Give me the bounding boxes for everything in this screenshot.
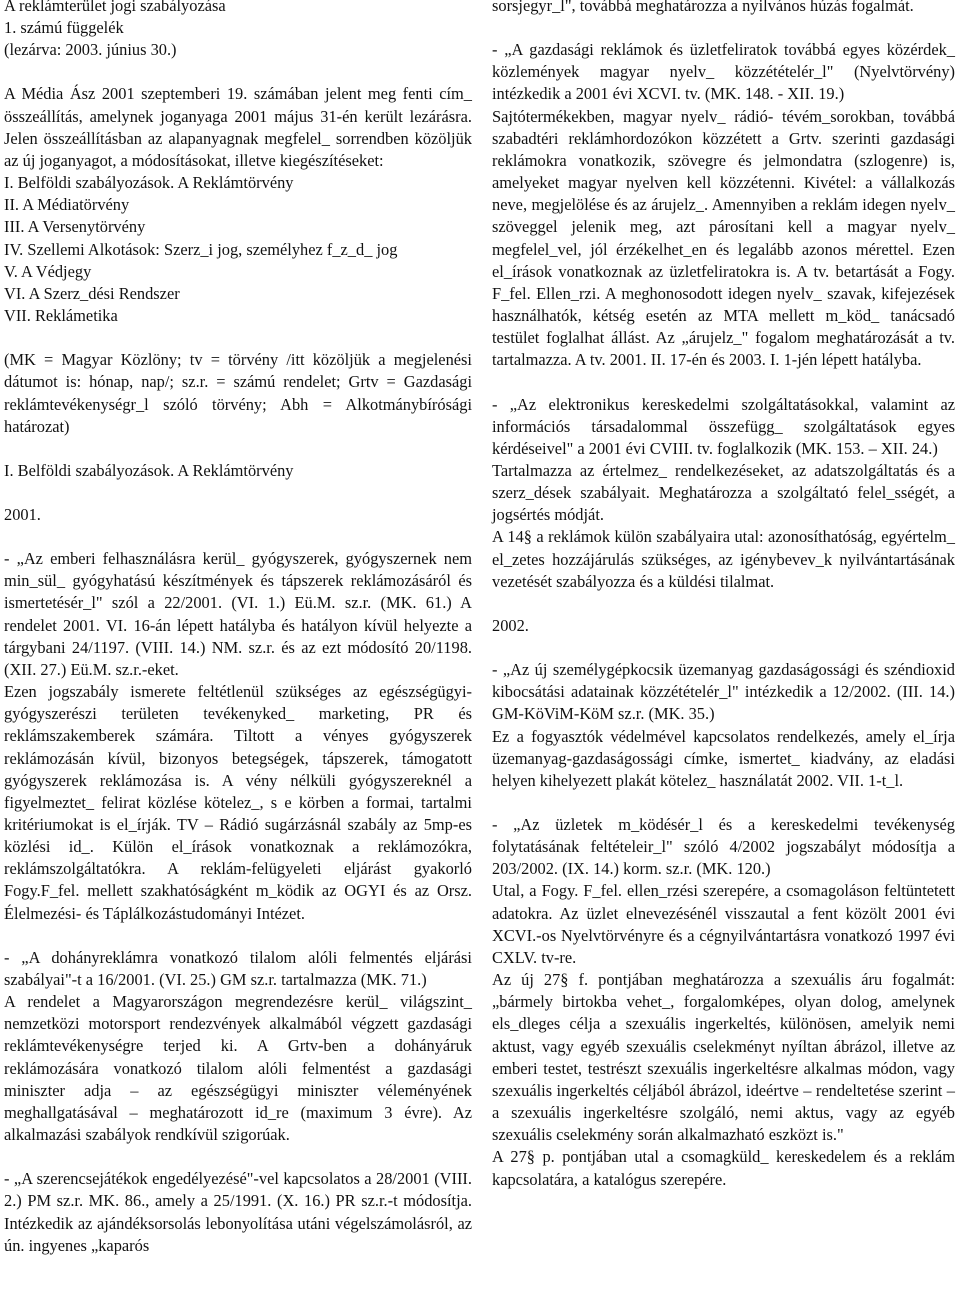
item-body: Sajtótermékekben, magyar nyelv_ rádió- tévém_sorokban, továbbá szabadtéri reklámhordozókon közzétett a Grtv. szerinti gazdasági reklámokra vonatkozik, szövegre és jelmondatra (szlogenre) is, amelyeket magyar nyelven kell közzétenni. Kivétel: a vállalkozás neve, megjelölése és az árujelz_. Amennyiben a reklám idegen nyelv_ szöveggel jelenik meg, azt párosítani kell a magyar nyelv_ megfelel_vel, jól érzékelhet_en és legalább azonos mérettel. Ezen el_írások vonatkoznak az üzletfeliratokra is. A tv. betartását a Fogy. F_fel. Ellen_rzi. A meghonosodott idegen nyelv_ szavak, kifejezések használhatók, kétség esetén az MTA mellett m_köd_ tanácsadó testület foglalhat állást. Az „árujelz_" fogalom meghatározását a tv. tartalmazza. A tv. 2001. II. 17-én és 2003. I. 1-jén lépett hatályba.	[492, 106, 955, 370]
item-body: A 27§ p. pontjában utal a csomagküld_ kereskedelem és a reklám kapcsolatára, a katalógus szerepére.	[492, 1147, 955, 1189]
document-title: A reklámterület jogi szabályozása	[4, 0, 226, 15]
item-heading: - „A dohányreklámra vonatkozó tilalom alóli felmentés eljárási szabályai"-t a 16/2001. (VI. 25.) GM sz.r. tartalmazza (MK. 71.)	[4, 947, 472, 989]
item-heading: - „A gazdasági reklámok és üzletfeliratok továbbá egyes közérdek_ közlemények magyar nyelv_ közzétételér_l" (Nyelvtörvény) intézkedik a 2001 évi XCVI. tv. (MK. 148. - XII. 19.)	[492, 40, 955, 104]
item-heading: - „Az elektronikus kereskedelmi szolgáltatásokkal, valamint az információs társadalommal összefügg_ szolgáltatások egyes kérdéseivel" a 2001 évi CVIII. tv. foglalkozik (MK. 153. – XII. 24.)	[492, 394, 955, 458]
appendix-label: 1. számú függelék	[4, 18, 124, 38]
item-body: Ezen jogszabály ismerete feltétlenül szükséges az egészségügyi-gyógyszerészi területen tevékenyked_ marketing, PR és reklámszakemberek számára. Tiltott a vényes gyógyszerek reklámozásán kívül, bizonyos betegségek, tápszerek, támogatott gyógyszerek reklámozása is. A vény nélküli gyógyszereknél a figyelmeztet_ felirat közlése kötelez_, s e körben a formai, tartalmi kritériumokat is el_írják. TV – Rádió sugárzásnál szabály az 5mp-es közlési id_. Külön el_írások vonatkoznak a reklámozókra, reklámszolgáltatókra. A reklám-felügyeleti eljárást gyakorló Fogy.F_fel. mellett szakhatóságként m_ködik az OGYI és az Orsz. Élelmezési- és Táplálkozástudományi Intézet.	[4, 682, 472, 923]
item-body: Tartalmazza az értelmez_ rendelkezéseket, az adatszolgáltatás és a szerz_dések szabályait. Meghatározza a szolgáltató felel_sségét, a jogsértés módját.	[492, 460, 955, 525]
abbreviations-note: (MK = Magyar Közlöny; tv = törvény /itt közöljük a megjelenési dátumot is: hónap, nap/; sz.r. = számú rendelet; Grtv = Gazdasági reklámtevékenységr_l szóló törvény; Abh = Alkotmánybírósági határozat)	[4, 350, 472, 436]
toc-item: II. A Médiatörvény	[4, 195, 130, 215]
toc-item: VII. Reklámetika	[4, 306, 118, 326]
item-heading: - „Az új személygépkocsik üzemanyag gazdaságossági és széndioxid kibocsátási adatainak közzétételér_l" intézkedik a 12/2002. (III. 14.) GM-KöViM-KöM sz.r. (MK. 35.)	[492, 660, 955, 724]
year-heading: 2002.	[492, 615, 529, 635]
table-of-contents	[4, 172, 472, 327]
item-heading: - „A szerencsejátékok engedélyezésé"-vel kapcsolatos a 28/2001 (VIII. 2.) PM sz.r. MK. 86., amely a 25/1991. (X. 16.) PR sz.r.-t módosítja. Intézkedik az ajándéksorsolás lebonyolítása utáni végelszámolásról, az ún. ingyenes „kaparós	[4, 1169, 472, 1255]
document-header	[4, 0, 472, 61]
toc-item: V. A Védjegy	[4, 261, 92, 281]
item-body: Ez a fogyasztók védelmével kapcsolatos rendelkezés, amely el_írja üzemanyag-gazdaságossági címke, ismertet_ kiadvány, az eladási helyen kihelyezett plakát kötelez_ használatát 2002. VII. 1-t_l.	[492, 726, 955, 790]
year-heading: 2001.	[4, 504, 41, 524]
toc-item: IV. Szellemi Alkotások: Szerz_i jog, személyhez f_z_d_ jog	[4, 239, 398, 259]
item-heading: - „Az üzletek m_ködésér_l és a kereskedelmi tevékenység folytatásának feltételeir_l" szóló 4/2002 jogszabályt módosítja a 203/2002. (IX. 14.) korm. sz.r. (MK. 120.)	[492, 815, 955, 879]
item-body: Az új 27§ f. pontjában meghatározza a szexuális áru fogalmát: „bármely birtokba vehet_, forgalomképes, olyan dolog, amelynek els_dleges célja a szexuális ingerkeltés, különösen, amelyik nemi aktust, vagy egyéb szexuális cselekményt nyíltan ábrázol, illetve az emberi testet, testrészt szexuális ingerkeltésre alkalmas módon, vagy szexuális ingerkeltés céljából ábrázol, ideértve – rendeltetése szerint – a szexuális ingerkeltésre szolgáló, nemi aktus, vagy az egyéb szexuális cselekmény során alkalmazható eszközt is."	[492, 970, 955, 1145]
item-body: Utal, a Fogy. F_fel. ellen_rzési szerepére, a csomagoláson feltüntetett adatokra. Az üzlet elnevezésénél visszautal a fent közölt 2001 évi XCVI.-os Nyelvtörvényre és a cégnyilvántartásra vonatkozó 1997 évi CXLV. tv-re.	[492, 881, 955, 967]
section-heading: I. Belföldi szabályozások. A Reklámtörvény	[4, 460, 294, 480]
left-column	[4, 0, 472, 1257]
item-heading: - „Az emberi felhasználásra kerül_ gyógyszerek, gyógyszernek nem min_sül_ gyógyhatású készítmények és tápszerek reklámozásáról és ismertetésér_l" szól a 22/2001. (VI. 1.) Eü.M. sz.r. (MK. 61.) A rendelet 2001. VI. 16-án lépett hatályba és hatályon kívül helyezte a tárgybani 24/1197. (VIII. 14.) NM. sz.r. és az ezt módosító 20/1198. (XII. 27.) Eü.M. sz.r.-eket.	[4, 549, 472, 679]
item-body: A rendelet a Magyarországon megrendezésre kerül_ világszint_ nemzetközi motorsport rendezvények alkalmából végzett gazdasági reklámtevékenységre terjed ki. A Grtv-ben a dohányáruk reklámozására vonatkozó tilalom alóli felmentést a gazdasági miniszter adja – az egészségügyi miniszter véleményének meghallgatásával – meghatározott id_re (maximum 3 évre). Az alkalmazási szabályok rendkívül szigorúak.	[4, 992, 472, 1145]
toc-item: I. Belföldi szabályozások. A Reklámtörvény	[4, 173, 294, 193]
intro-paragraph: A Média Ász 2001 szeptemberi 19. számában jelent meg fenti cím_ összeállítás, amelynek joganyaga 2001 május 31-én került lezárásra. Jelen összeállításban az alapanyagnak megfelel_ sorrendben közöljük az új joganyagot, a módosításokat, illetve kiegészítéseket:	[4, 84, 472, 170]
toc-item: VI. A Szerz_dési Rendszer	[4, 283, 180, 303]
continued-text: sorsjegyr_l", továbbá meghatározza a nyilvános húzás fogalmát.	[492, 0, 914, 15]
item-body: A 14§ a reklámok külön szabályaira utal: azonosíthatóság, egyértelm_ el_zetes hozzájárulás szükséges, az igénybevev_k nyilvántartásának vezetését szabályozza és a küldési tilalmat.	[492, 527, 955, 591]
closing-date: (lezárva: 2003. június 30.)	[4, 40, 177, 60]
right-column	[492, 0, 955, 1191]
toc-item: III. A Versenytörvény	[4, 217, 146, 237]
